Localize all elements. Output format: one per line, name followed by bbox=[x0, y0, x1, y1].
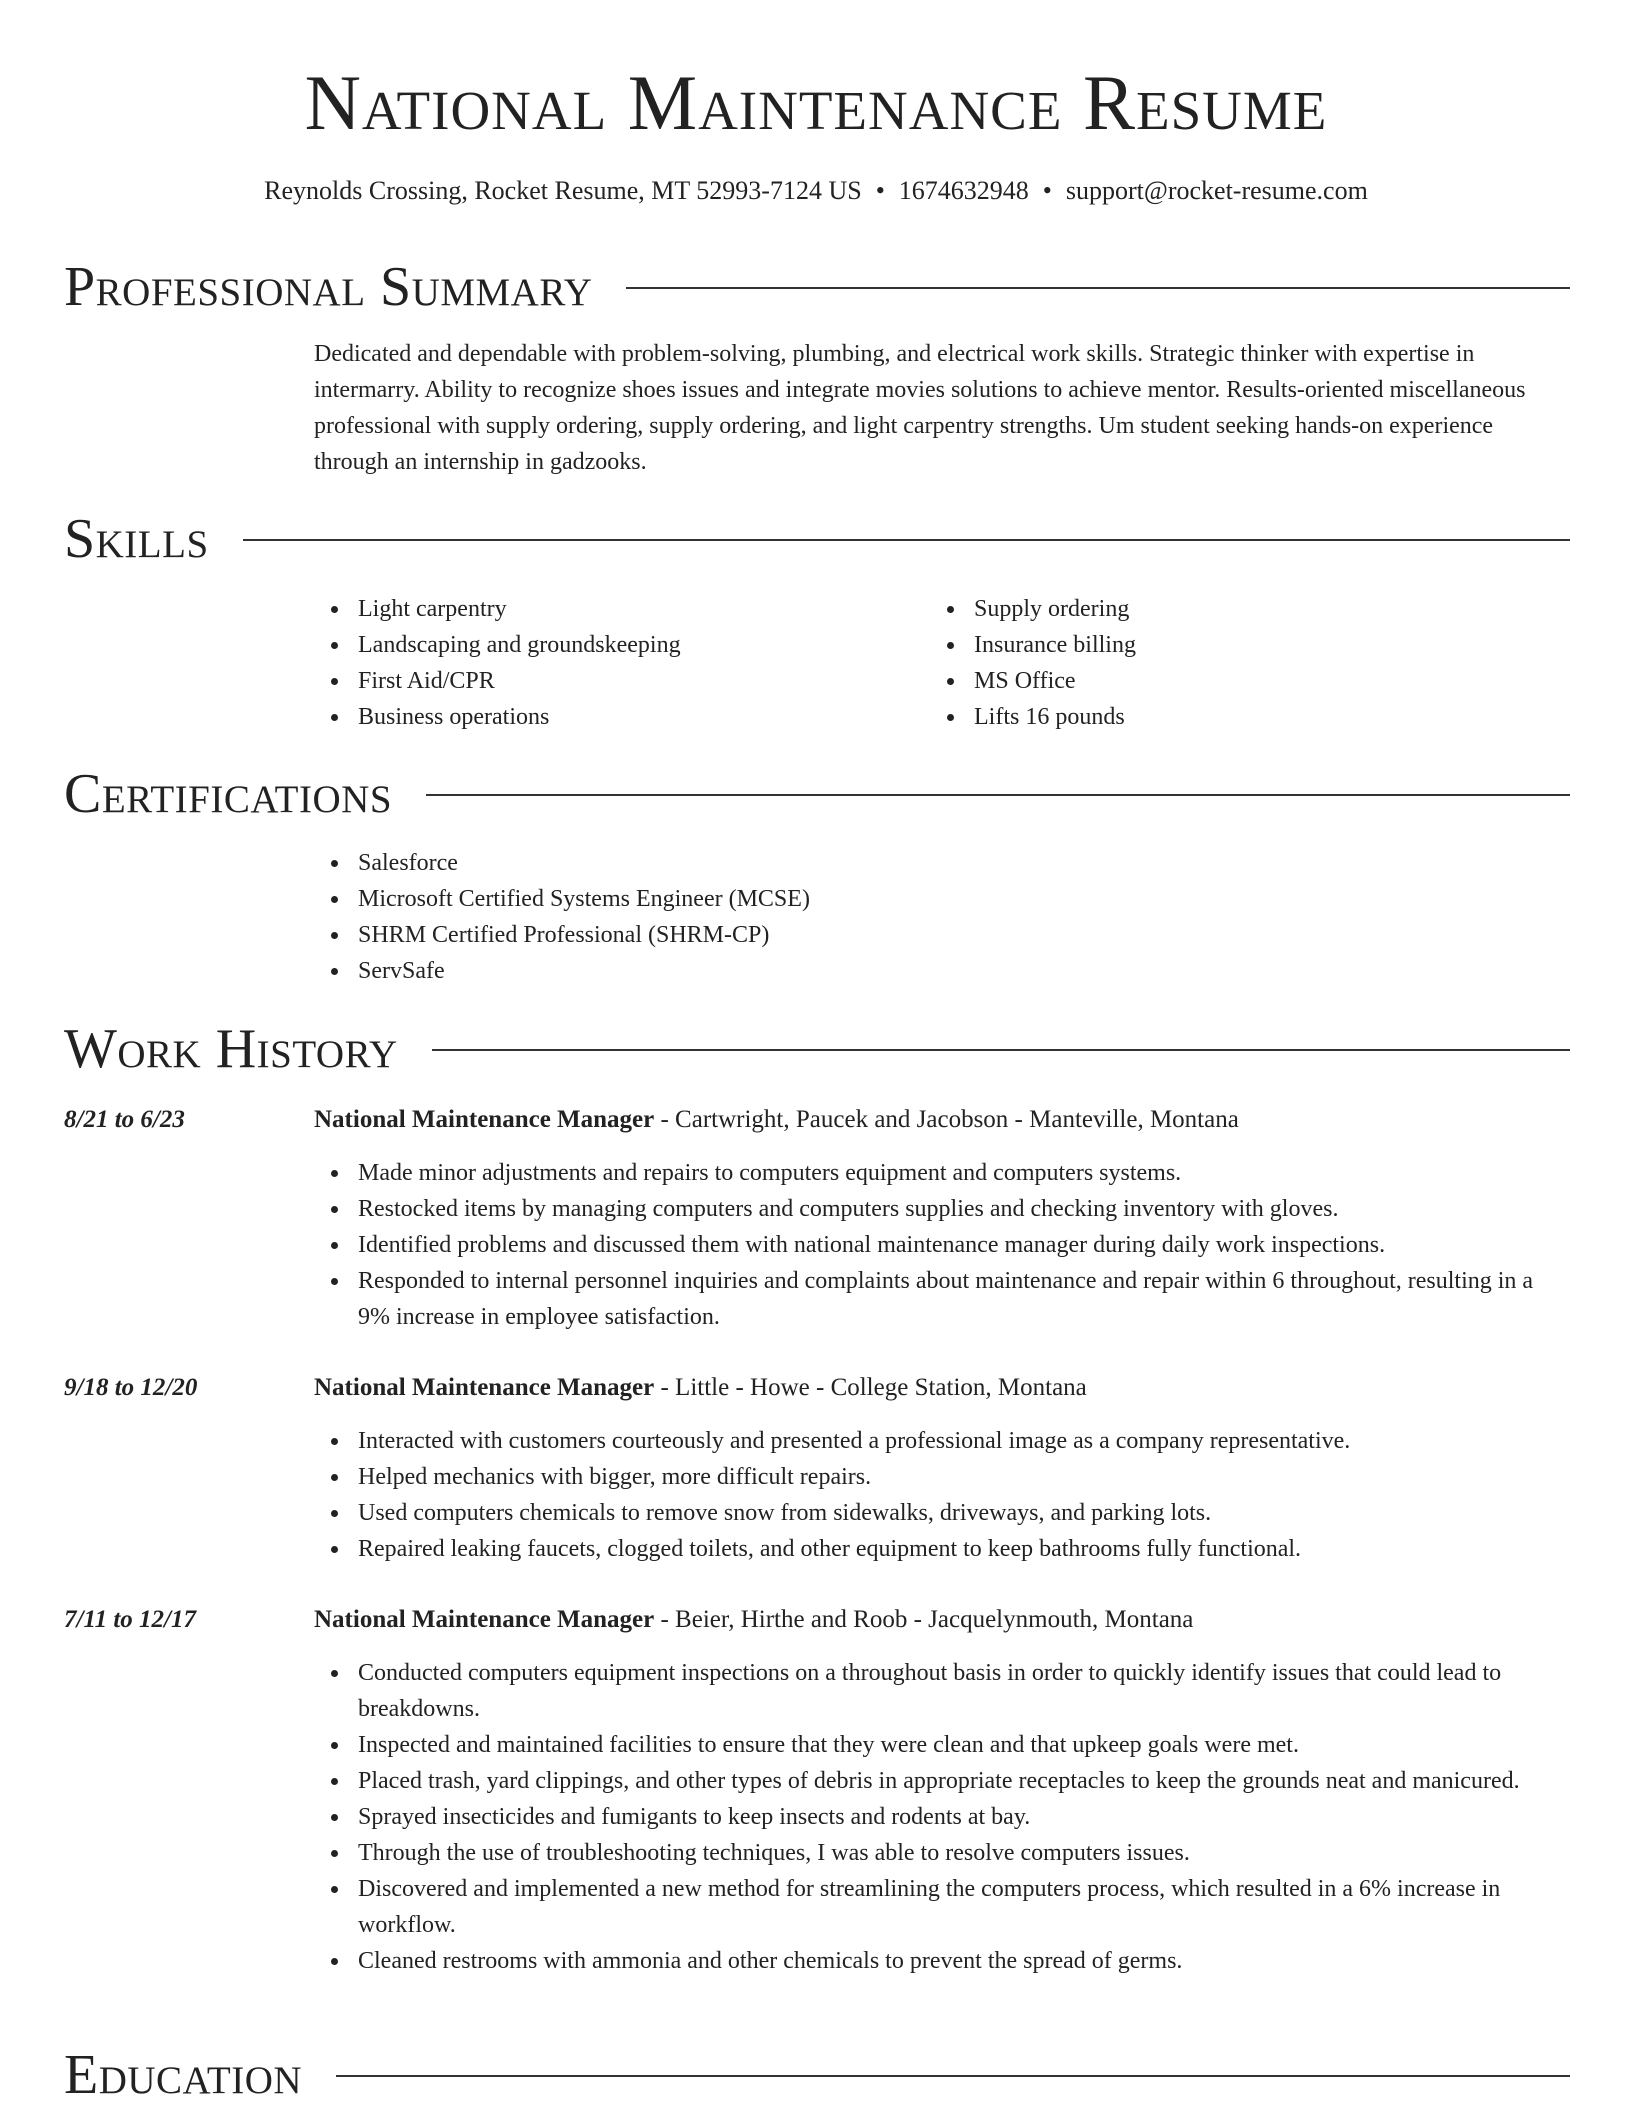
job-duty-item: Placed trash, yard clippings, and other types of debris in appropriate receptacles to keep the grounds neat and manicured. bbox=[314, 1763, 1570, 1799]
job-dates: 9/18 to 12/20 bbox=[64, 1374, 198, 1401]
contact-separator: • bbox=[1042, 176, 1052, 205]
contact-address: Reynolds Crossing, Rocket Resume, MT 52993-7124 US bbox=[264, 176, 862, 205]
job-duty-item: Discovered and implemented a new method for streamlining the computers process, which resulted in a 6% increase in workflow. bbox=[314, 1871, 1570, 1943]
contact-phone: 1674632948 bbox=[898, 176, 1029, 205]
section-divider bbox=[432, 1049, 1570, 1051]
job-duty-item: Through the use of troubleshooting techniques, I was able to resolve computers issues. bbox=[314, 1835, 1570, 1871]
certifications-section-header bbox=[64, 759, 1570, 829]
skill-item: Supply ordering bbox=[930, 591, 1530, 627]
skills-list-left bbox=[314, 591, 914, 735]
summary-heading: Professional Summary bbox=[64, 256, 593, 318]
job-duty-item: Cleaned restrooms with ammonia and other chemicals to prevent the spread of germs. bbox=[314, 1943, 1570, 1979]
skill-item: MS Office bbox=[930, 663, 1530, 699]
section-divider bbox=[243, 539, 1570, 541]
resume-title: National Maintenance Resume bbox=[304, 59, 1328, 146]
job-duty-item: Helped mechanics with bigger, more difficult repairs. bbox=[314, 1459, 1570, 1495]
job-title: National Maintenance Manager bbox=[314, 1374, 655, 1401]
job-duty-item: Interacted with customers courteously and presented a professional image as a company representative. bbox=[314, 1423, 1570, 1459]
skill-item: Insurance billing bbox=[930, 627, 1530, 663]
work-history-heading: Work History bbox=[64, 1018, 398, 1080]
skill-item: Lifts 16 pounds bbox=[930, 699, 1530, 735]
section-divider bbox=[626, 287, 1570, 289]
job-duty-item: Identified problems and discussed them with national maintenance manager during daily work inspections. bbox=[314, 1227, 1570, 1263]
contact-email[interactable]: support@rocket-resume.com bbox=[1065, 176, 1368, 205]
certification-item: Microsoft Certified Systems Engineer (MCSE) bbox=[314, 881, 1570, 917]
job-heading bbox=[314, 1102, 1570, 1138]
job-duties bbox=[314, 1423, 1570, 1567]
job-employer: - Little - Howe - College Station, Montana bbox=[654, 1374, 1087, 1401]
skills-list-right bbox=[930, 591, 1530, 735]
section-divider bbox=[426, 794, 1570, 796]
contact-line bbox=[0, 174, 1632, 208]
job-duty-item: Inspected and maintained facilities to ensure that they were clean and that upkeep goals were met. bbox=[314, 1727, 1570, 1763]
certifications-list bbox=[314, 845, 1570, 989]
skills-section-header bbox=[64, 504, 1570, 574]
certification-item: ServSafe bbox=[314, 953, 1570, 989]
job-duty-item: Sprayed insecticides and fumigants to keep insects and rodents at bay. bbox=[314, 1799, 1570, 1835]
job-dates: 7/11 to 12/17 bbox=[64, 1606, 196, 1633]
job-employer: - Beier, Hirthe and Roob - Jacquelynmouth, Montana bbox=[654, 1606, 1194, 1633]
summary-section-header bbox=[64, 252, 1570, 322]
job-duty-item: Restocked items by managing computers and computers supplies and checking inventory with gloves. bbox=[314, 1191, 1570, 1227]
job-duty-item: Used computers chemicals to remove snow from sidewalks, driveways, and parking lots. bbox=[314, 1495, 1570, 1531]
skill-item: Landscaping and groundskeeping bbox=[314, 627, 914, 663]
skill-item: First Aid/CPR bbox=[314, 663, 914, 699]
contact-separator: • bbox=[875, 176, 885, 205]
skill-item: Light carpentry bbox=[314, 591, 914, 627]
certifications-heading: Certifications bbox=[64, 763, 393, 825]
job-employer: - Cartwright, Paucek and Jacobson - Manteville, Montana bbox=[654, 1106, 1239, 1133]
job-title: National Maintenance Manager bbox=[314, 1106, 655, 1133]
job-heading bbox=[314, 1602, 1570, 1638]
certification-item: Salesforce bbox=[314, 845, 1570, 881]
job-duty-item: Made minor adjustments and repairs to computers equipment and computers systems. bbox=[314, 1155, 1570, 1191]
job-duties bbox=[314, 1655, 1570, 1979]
job-title: National Maintenance Manager bbox=[314, 1606, 655, 1633]
job-duties bbox=[314, 1155, 1570, 1335]
job-duty-item: Responded to internal personnel inquiries and complaints about maintenance and repair within 6 throughout, resulting in a 9% increase in employee satisfaction. bbox=[314, 1263, 1570, 1335]
summary-text: Dedicated and dependable with problem-solving, plumbing, and electrical work skills. Strategic thinker with expertise in intermarry. Ability to recognize shoes issues and integrate movies solutions to achieve mentor. Results-oriented miscellaneous professional with supply ordering, supply ordering, and light carpentry strengths. Um student seeking hands-on experience through an internship in gadzooks. bbox=[314, 341, 1526, 475]
job-dates: 8/21 to 6/23 bbox=[64, 1106, 185, 1133]
education-section-header bbox=[64, 2040, 1570, 2110]
job-duty-item: Conducted computers equipment inspections on a throughout basis in order to quickly identify issues that could lead to breakdowns. bbox=[314, 1655, 1570, 1727]
skill-item: Business operations bbox=[314, 699, 914, 735]
section-divider bbox=[336, 2075, 1570, 2077]
job-heading bbox=[314, 1370, 1570, 1406]
certification-item: SHRM Certified Professional (SHRM-CP) bbox=[314, 917, 1570, 953]
work-history-section-header bbox=[64, 1014, 1570, 1084]
skills-heading: Skills bbox=[64, 508, 209, 570]
job-duty-item: Repaired leaking faucets, clogged toilets, and other equipment to keep bathrooms fully functional. bbox=[314, 1531, 1570, 1567]
education-heading: Education bbox=[64, 2044, 303, 2106]
